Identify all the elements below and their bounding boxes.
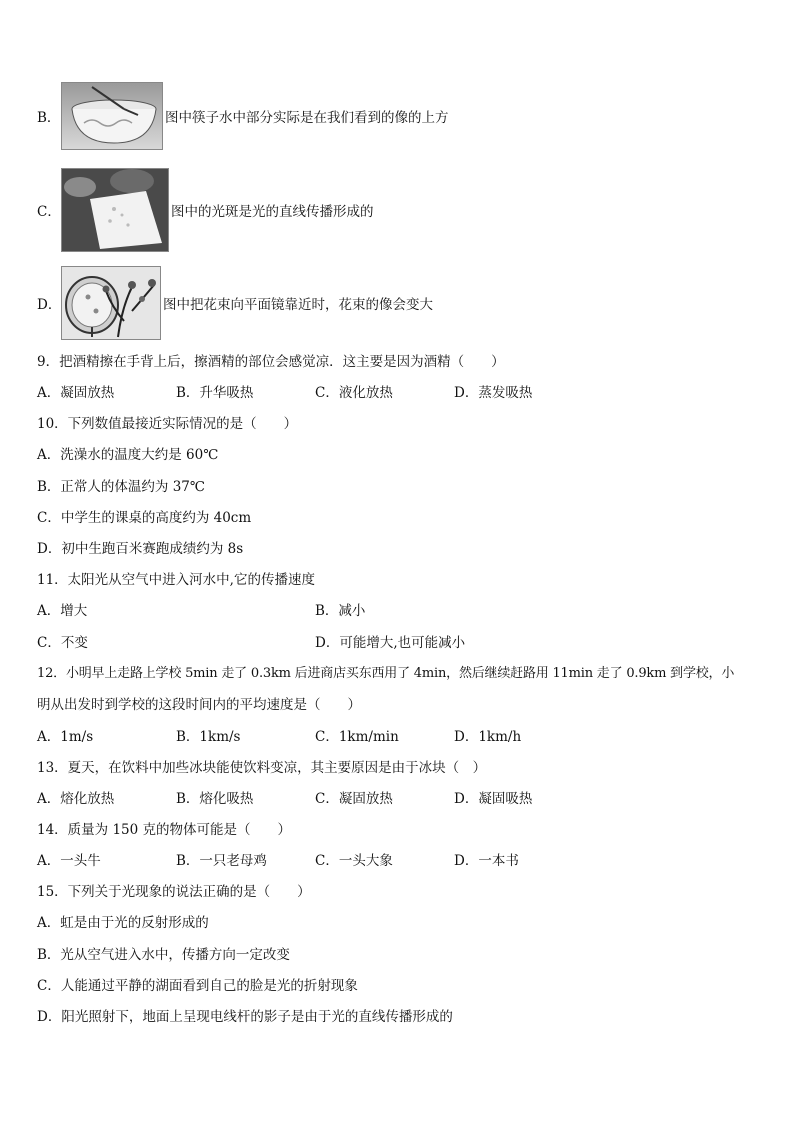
option-c: C．中学生的课桌的高度约为 40cm — [37, 510, 252, 526]
option-b: B．正常人的体温约为 37℃ — [37, 479, 205, 495]
option-a: A．1m/s — [37, 729, 94, 745]
option-a: A．凝固放热 — [37, 385, 115, 401]
option-b: B．升华吸热 — [176, 385, 254, 401]
leaf-shadow-icon — [62, 169, 168, 251]
option-c: C．不变 — [37, 635, 88, 651]
q8-option-c — [37, 168, 374, 252]
option-d: D．1km/h — [454, 729, 522, 745]
option-c: C．液化放热 — [315, 385, 393, 401]
question-stem: 11．太阳光从空气中进入河水中,它的传播速度 — [37, 572, 315, 588]
option-a: A．虹是由于光的反射形成的 — [37, 915, 209, 931]
option-b: B．光从空气进入水中，传播方向一定改变 — [37, 947, 290, 963]
option-text: 图中的光斑是光的直线传播形成的 — [171, 204, 374, 220]
bowl-chopsticks-image — [61, 82, 163, 150]
option-letter: B． — [37, 110, 61, 126]
option-a: A．洗澡水的温度大约是 60℃ — [37, 447, 219, 463]
option-c: C．一头大象 — [315, 853, 393, 869]
option-a: A．熔化放热 — [37, 791, 115, 807]
option-a: A．增大 — [37, 603, 88, 619]
question-stem: 10．下列数值最接近实际情况的是（ ） — [37, 416, 298, 432]
option-b: B．减小 — [315, 603, 366, 619]
option-b: B．熔化吸热 — [176, 791, 254, 807]
option-d: D．一本书 — [454, 853, 519, 869]
bowl-icon — [62, 83, 162, 149]
question-stem-continued: 明从出发时到学校的这段时间内的平均速度是（ ） — [37, 697, 361, 713]
option-d: D．初中生跑百米赛跑成绩约为 8s — [37, 541, 244, 557]
question-stem: 9．把酒精擦在手背上后，擦酒精的部位会感觉凉．这主要是因为酒精（ ） — [37, 354, 505, 370]
option-c: C．凝固放热 — [315, 791, 393, 807]
question-stem: 12．小明早上走路上学校 5min 走了 0.3km 后进商店买东西用了 4min，然后继续赶路用 11min 走了 0.9km 到学校，小 — [37, 666, 735, 681]
option-a: A．一头牛 — [37, 853, 101, 869]
option-b: B．一只老母鸡 — [176, 853, 267, 869]
q8-option-b — [37, 82, 449, 150]
option-c: C．1km/min — [315, 729, 399, 745]
option-letter: D． — [37, 297, 62, 313]
option-text: 图中把花束向平面镜靠近时，花束的像会变大 — [163, 297, 433, 313]
option-d: D．凝固吸热 — [454, 791, 533, 807]
q8-option-d — [37, 266, 433, 340]
flowers-mirror-image — [61, 266, 161, 340]
light-spots-image — [61, 168, 169, 252]
option-text: 图中筷子水中部分实际是在我们看到的像的上方 — [165, 110, 449, 126]
question-stem: 14．质量为 150 克的物体可能是（ ） — [37, 822, 292, 838]
option-letter: C． — [37, 204, 61, 220]
option-d: D．可能增大,也可能减小 — [315, 635, 466, 651]
question-stem: 13．夏天，在饮料中加些冰块能使饮料变凉，其主要原因是由于冰块（ ） — [37, 760, 487, 776]
option-d: D．蒸发吸热 — [454, 385, 533, 401]
question-stem: 15．下列关于光现象的说法正确的是（ ） — [37, 884, 311, 900]
option-b: B．1km/s — [176, 729, 241, 745]
mirror-flower-icon — [62, 267, 160, 339]
option-d: D．阳光照射下，地面上呈现电线杆的影子是由于光的直线传播形成的 — [37, 1009, 453, 1025]
option-c: C．人能通过平静的湖面看到自己的脸是光的折射现象 — [37, 978, 358, 994]
